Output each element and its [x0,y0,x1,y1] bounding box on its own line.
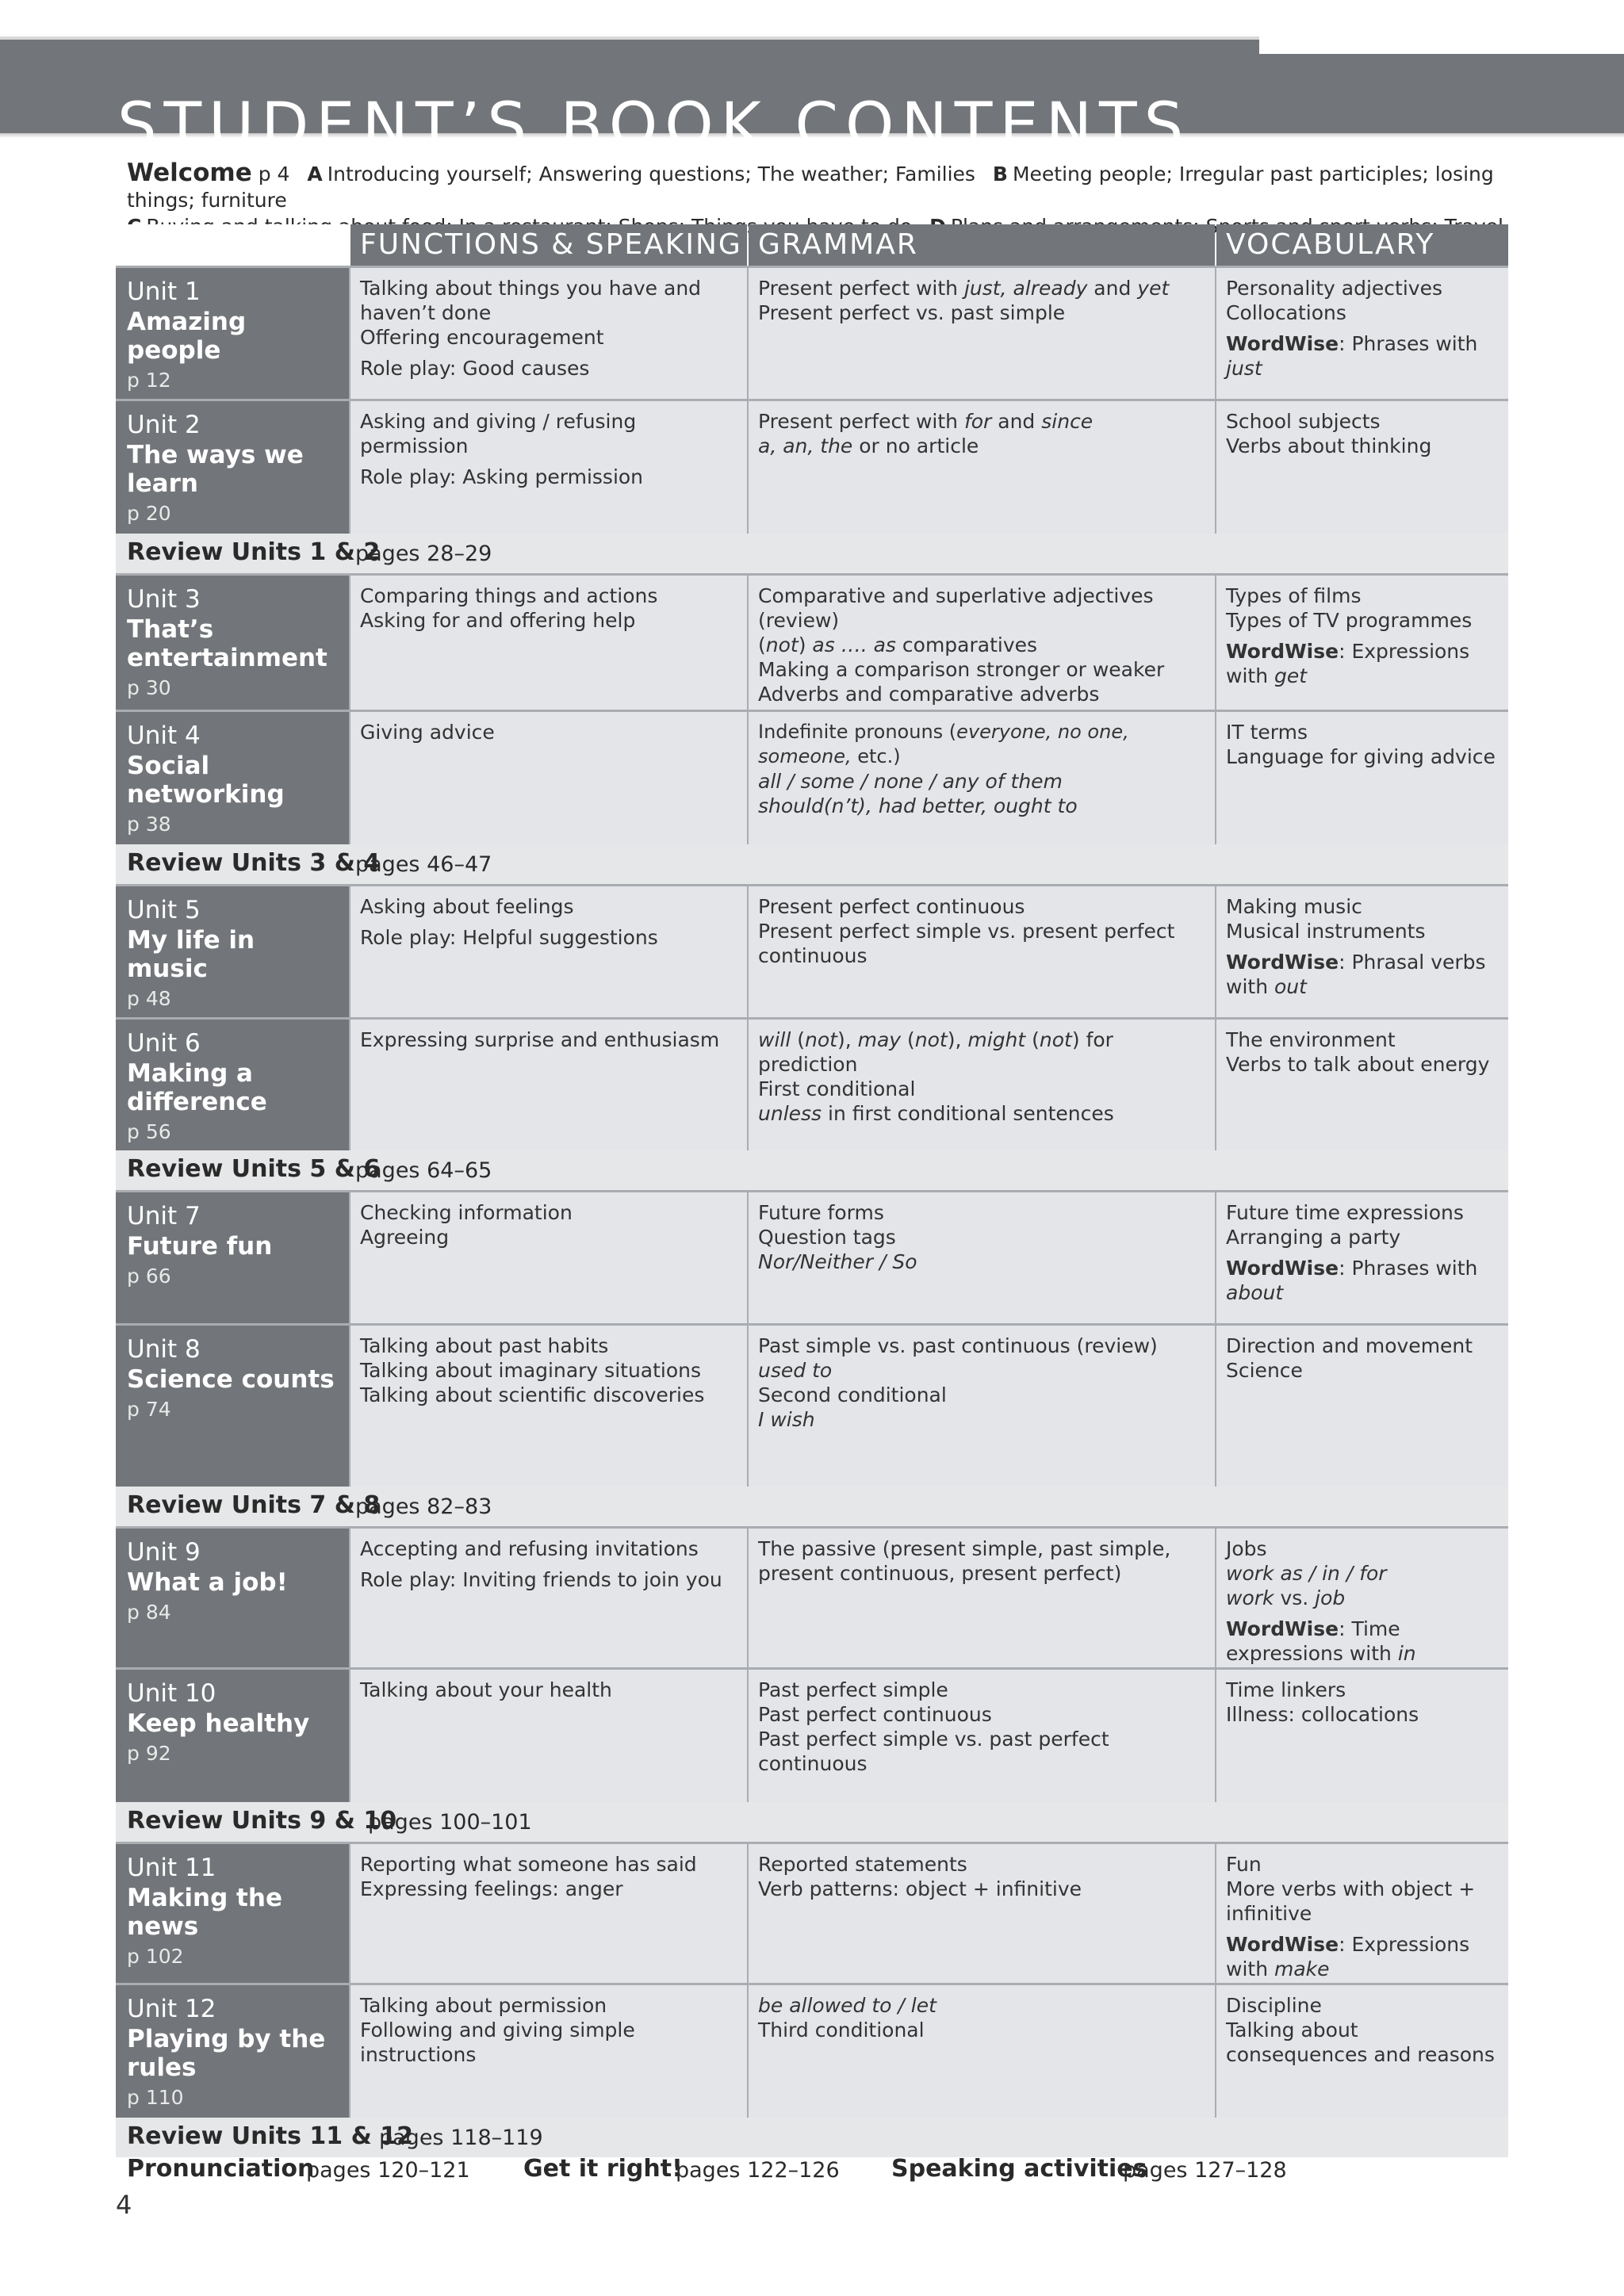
vocabulary-line: The environment [1226,1028,1396,1051]
vocabulary-line: work as / in / for [1226,1562,1387,1585]
grammar-cell [749,268,1215,399]
unit-cell [116,1844,349,1983]
grammar-line: I wish [758,1408,815,1431]
review-row [116,1150,1508,1190]
unit-page: p 12 [127,369,171,392]
vocabulary-cell [1216,1192,1508,1323]
vocabulary-line: Arranging a party [1226,1226,1401,1249]
unit-number: Unit 5 [127,896,201,924]
header-grammar: GRAMMAR [749,224,1215,266]
footer [127,2155,1507,2190]
table-row [116,1323,1508,1487]
grammar-line: unless in first conditional sentences [758,1102,1114,1125]
grammar-line: be allowed to / let [758,1994,936,2017]
grammar-line: First conditional [758,1077,916,1100]
page-number: 4 [116,2190,132,2220]
grammar-line: Past perfect simple [758,1678,948,1701]
vocabulary-line: Talking about consequences and reasons [1226,2019,1495,2066]
functions-line: Role play: Good causes [360,357,590,380]
unit-page: p 48 [127,987,171,1010]
vocabulary-line: Time linkers [1226,1678,1346,1701]
functions-cell [350,1985,747,2118]
grammar-line: should(n’t), had better, ought to [758,794,1078,817]
vocabulary-cell [1216,576,1508,710]
unit-name: Science counts [127,1365,335,1394]
vocabulary-line: Types of TV programmes [1226,609,1473,632]
unit-cell [116,712,349,844]
grammar-line: a, an, the or no article [758,434,979,457]
table-row [116,399,1508,534]
vocabulary-cell [1216,268,1508,399]
vocabulary-line: Verbs about thinking [1226,434,1432,457]
review-row [116,1487,1508,1526]
unit-cell [116,401,349,534]
grammar-cell [749,401,1215,534]
grammar-line: will (not), may (not), might (not) for prediction [758,1028,1113,1076]
wordwise-line: WordWise: Expressions with get [1226,640,1470,687]
wordwise-line: WordWise: Phrasal verbs with out [1226,951,1486,998]
unit-page: p 92 [127,1742,171,1765]
welcome-a-text: Introducing yourself; Answering questions; The weather; Families [327,163,975,186]
vocabulary-line: Personality adjectives [1226,277,1442,300]
review-label: Review Units 1 & 2 [127,538,381,566]
grammar-cell [749,712,1215,844]
unit-number: Unit 1 [127,277,201,306]
functions-cell [350,886,747,1017]
unit-number: Unit 7 [127,1202,201,1230]
grammar-line: Past simple vs. past continuous (review) [758,1334,1158,1357]
review-pages: pages 64–65 [355,1158,492,1183]
grammar-line: Present perfect continuous [758,895,1025,918]
header-vocabulary: VOCABULARY [1216,224,1508,266]
vocabulary-line: Future time expressions [1226,1201,1464,1224]
vocabulary-cell [1216,1529,1508,1667]
unit-name: What a job! [127,1568,288,1597]
unit-cell [116,1670,349,1802]
unit-number: Unit 9 [127,1538,201,1567]
functions-line: Agreeing [360,1226,450,1249]
vocabulary-cell [1216,1020,1508,1150]
table-row [116,884,1508,1017]
grammar-cell [749,576,1215,710]
vocabulary-cell [1216,712,1508,844]
functions-cell [350,576,747,710]
functions-cell [350,1670,747,1802]
unit-page: p 66 [127,1265,171,1288]
functions-cell [350,268,747,399]
unit-number: Unit 3 [127,585,201,614]
functions-line: Offering encouragement [360,326,604,349]
unit-cell [116,1192,349,1323]
functions-line: Following and giving simple instructions [360,2019,635,2066]
welcome-letter-a: A [307,163,323,186]
grammar-line: Third conditional [758,2019,925,2042]
grammar-line: Second conditional [758,1383,947,1406]
grammar-line: (not) as …. as comparatives [758,633,1038,656]
table-row [116,573,1508,710]
review-pages: pages 100–101 [368,1810,532,1835]
header-blank [116,224,349,266]
functions-line: Talking about past habits [360,1334,609,1357]
functions-cell [350,1529,747,1667]
unit-number: Unit 11 [127,1854,216,1882]
functions-line: Talking about permission [360,1994,607,2017]
functions-cell [350,401,747,534]
functions-line: Expressing surprise and enthusiasm [360,1028,720,1051]
unit-page: p 38 [127,813,171,836]
wordwise-line: WordWise: Phrases with just [1226,332,1478,380]
vocabulary-cell [1216,401,1508,534]
unit-name: Playing by the rules [127,2025,326,2082]
review-row [116,1802,1508,1842]
functions-cell [350,712,747,844]
functions-cell [350,1326,747,1487]
unit-cell [116,1985,349,2118]
unit-page: p 110 [127,2086,184,2109]
table-row [116,1017,1508,1150]
unit-cell [116,576,349,710]
grammar-line: Present perfect with for and since [758,410,1094,433]
table-row [116,1190,1508,1323]
vocabulary-line: Language for giving advice [1226,745,1496,768]
functions-line: Accepting and refusing invitations [360,1537,699,1560]
functions-line: Talking about imaginary situations [360,1359,702,1382]
unit-page: p 84 [127,1601,171,1624]
grammar-line: Making a comparison stronger or weaker [758,658,1165,681]
unit-number: Unit 10 [127,1679,216,1708]
functions-line: Asking about feelings [360,895,574,918]
unit-number: Unit 12 [127,1995,216,2023]
functions-line: Talking about your health [360,1678,612,1701]
unit-number: Unit 2 [127,411,201,439]
contents-table [116,224,1508,2157]
table-row [116,1842,1508,1983]
vocabulary-line: Musical instruments [1226,920,1426,943]
table-row [116,1667,1508,1802]
vocabulary-line: Science [1226,1359,1303,1382]
unit-name: Keep healthy [127,1709,310,1738]
vocabulary-line: Collocations [1226,301,1346,324]
grammar-cell [749,1670,1215,1802]
review-row [116,534,1508,573]
get-it-right-label: Get it right! [523,2155,683,2183]
vocabulary-cell [1216,886,1508,1017]
functions-line: Comparing things and actions [360,584,658,607]
grammar-cell [749,1326,1215,1487]
review-label: Review Units 3 & 4 [127,849,381,877]
review-label: Review Units 7 & 8 [127,1491,381,1519]
unit-cell [116,268,349,399]
grammar-line: Reported statements [758,1853,967,1876]
vocabulary-line: School subjects [1226,410,1381,433]
grammar-line: Indefinite pronouns (everyone, no one, someone, etc.) [758,721,1129,767]
review-row [116,2118,1508,2157]
unit-page: p 56 [127,1120,171,1143]
unit-cell [116,1326,349,1487]
page-title: STUDENT’S BOOK CONTENTS [117,90,1191,163]
pronunciation-label: Pronunciation [127,2155,315,2183]
grammar-line: Present perfect vs. past simple [758,301,1066,324]
functions-line: Role play: Asking permission [360,465,644,488]
vocabulary-line: Fun [1226,1853,1262,1876]
unit-name: Future fun [127,1232,273,1261]
review-pages: pages 28–29 [355,541,492,566]
grammar-line: Adverbs and comparative adverbs [758,683,1100,706]
vocabulary-line: More verbs with object + infinitive [1226,1877,1476,1925]
welcome-letter-b: B [992,163,1008,186]
wordwise-line: WordWise: Expressions with make [1226,1933,1470,1980]
get-it-right-pages: pages 122–126 [676,2158,840,2183]
vocabulary-line: Verbs to talk about energy [1226,1053,1490,1076]
table-row [116,1526,1508,1667]
review-pages: pages 82–83 [355,1494,492,1519]
unit-name: My life in music [127,926,255,983]
unit-name: Social networking [127,752,285,809]
vocabulary-cell [1216,1326,1508,1487]
review-pages: pages 46–47 [355,852,492,877]
unit-number: Unit 8 [127,1335,201,1364]
grammar-line: Nor/Neither / So [758,1250,917,1273]
table-row [116,1983,1508,2118]
vocabulary-line: Direction and movement [1226,1334,1473,1357]
grammar-line: Comparative and superlative adjectives (review) [758,584,1154,632]
speaking-pages: pages 127–128 [1123,2158,1287,2183]
table-row [116,710,1508,844]
functions-line: Giving advice [360,721,495,744]
functions-cell [350,1844,747,1983]
functions-line: Reporting what someone has said [360,1853,697,1876]
welcome-page: p 4 [258,163,290,186]
unit-cell [116,1020,349,1150]
wordwise-line: WordWise: Phrases with about [1226,1257,1478,1304]
grammar-cell [749,1985,1215,2118]
vocabulary-line: work vs. job [1226,1586,1346,1609]
vocabulary-cell [1216,1985,1508,2118]
unit-name: That’s entertainment [127,615,327,672]
unit-name: The ways we learn [127,441,304,498]
unit-page: p 20 [127,502,171,525]
unit-page: p 30 [127,676,171,699]
review-label: Review Units 11 & 12 [127,2122,413,2150]
grammar-cell [749,1844,1215,1983]
speaking-label: Speaking activities [891,2155,1147,2183]
vocabulary-line: Types of films [1226,584,1362,607]
functions-line: Asking for and offering help [360,609,636,632]
grammar-cell [749,1192,1215,1323]
functions-line: Role play: Inviting friends to join you [360,1568,722,1591]
vocabulary-line: Jobs [1226,1537,1267,1560]
pronunciation-pages: pages 120–121 [306,2158,470,2183]
grammar-cell [749,1529,1215,1667]
grammar-line: Present perfect simple vs. present perfect continuous [758,920,1175,967]
unit-name: Making a difference [127,1059,267,1116]
grammar-cell [749,886,1215,1017]
grammar-line: all / some / none / any of them [758,770,1063,793]
unit-number: Unit 4 [127,721,201,750]
table-row [116,266,1508,399]
vocabulary-line: Discipline [1226,1994,1322,2017]
functions-line: Asking and giving / refusing permission [360,410,637,457]
unit-number: Unit 6 [127,1029,201,1058]
functions-cell [350,1192,747,1323]
unit-cell [116,1529,349,1667]
vocabulary-line: IT terms [1226,721,1308,744]
unit-page: p 74 [127,1398,171,1421]
vocabulary-cell [1216,1844,1508,1983]
banner-notch [1259,36,1624,54]
review-label: Review Units 5 & 6 [127,1155,381,1183]
wordwise-line: WordWise: Time expressions with in [1226,1617,1416,1665]
vocabulary-line: Illness: collocations [1226,1703,1419,1726]
functions-cell [350,1020,747,1150]
welcome-b-text: Meeting people; Irregular past participles; losing things; furniture [127,163,1494,212]
grammar-line: used to [758,1359,833,1382]
grammar-line: The passive (present simple, past simple, present continuous, present perfect) [758,1537,1171,1585]
vocabulary-line: Making music [1226,895,1362,918]
grammar-line: Question tags [758,1226,896,1249]
unit-name: Making the news [127,1884,282,1941]
unit-cell [116,886,349,1017]
vocabulary-cell [1216,1670,1508,1802]
grammar-line: Present perfect with just, already and yet [758,277,1170,300]
welcome-title: Welcome [127,159,252,187]
unit-name: Amazing people [127,308,247,365]
review-label: Review Units 9 & 10 [127,1807,397,1835]
functions-line: Talking about things you have and haven’t done [360,277,702,324]
functions-line: Checking information [360,1201,573,1224]
grammar-line: Past perfect continuous [758,1703,992,1726]
grammar-line: Past perfect simple vs. past perfect continuous [758,1728,1109,1775]
functions-line: Talking about scientific discoveries [360,1383,705,1406]
table-header [116,224,1508,266]
grammar-line: Future forms [758,1201,884,1224]
grammar-line: Verb patterns: object + infinitive [758,1877,1082,1900]
header-functions: FUNCTIONS & SPEAKING [350,224,747,266]
grammar-cell [749,1020,1215,1150]
functions-line: Expressing feelings: anger [360,1877,623,1900]
review-pages: pages 118–119 [379,2126,543,2150]
unit-page: p 102 [127,1945,184,1968]
review-row [116,844,1508,884]
functions-line: Role play: Helpful suggestions [360,926,658,949]
